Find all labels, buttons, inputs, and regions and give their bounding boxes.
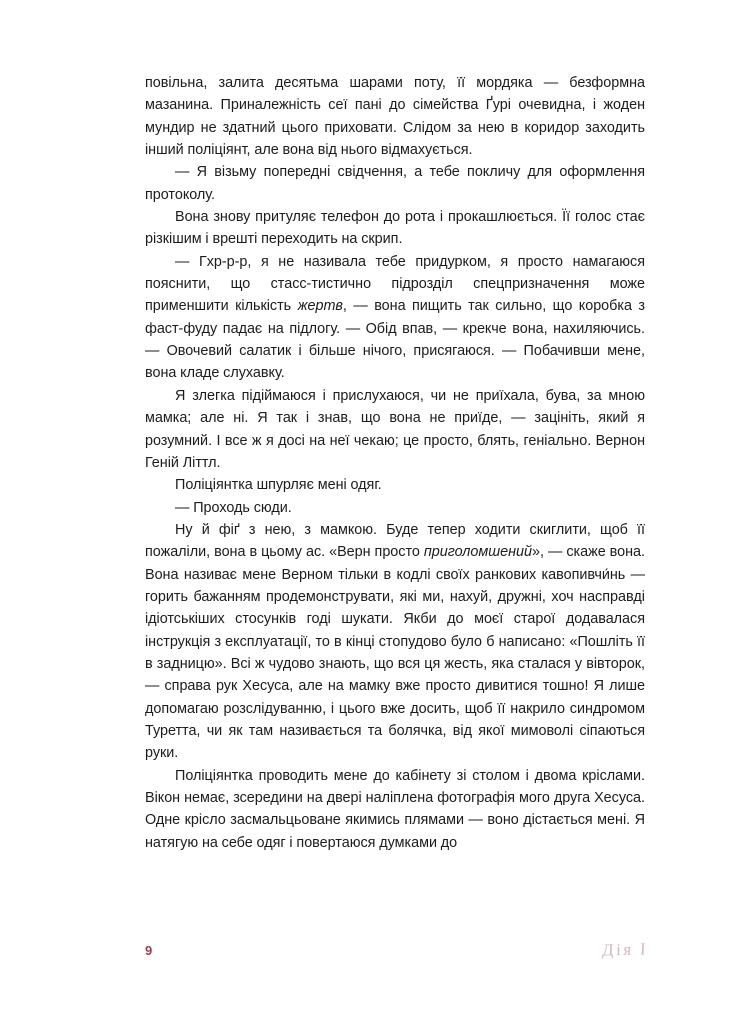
paragraph-narration-1 xyxy=(145,206,645,251)
paragraph-text: Поліціянтка шпурляє мені одяг. xyxy=(175,477,382,494)
paragraph-narration-4 xyxy=(145,519,645,765)
act-handwritten-mark xyxy=(602,940,648,961)
paragraph-text: повільна, залита десятьма шарами поту, її мордяка — безформна мазанина. Приналежність сеї пані до сімейства Ґурі очевидна, і жоден мундир не здатний цього приховати. Слідом за нею в коридор заходить інший поліціянт, але вона від нього відмахується. xyxy=(145,75,645,159)
page-text-body xyxy=(145,72,645,854)
paragraph-narration-5 xyxy=(145,765,645,854)
paragraph-text-head: Ну й фіґ з нею, з мамкою. Буде тепер ходити скиглити, щоб її пожаліли, вона в цьому ас. «Верн просто xyxy=(145,521,645,561)
paragraph-dialogue-3 xyxy=(145,497,645,519)
emphasis-zhertv: жертв xyxy=(297,298,343,315)
paragraph-text-head: — Гхр-р-р, я не називала тебе придурком, я просто намагаюся пояснити, що стасс-тистично підрозділ спецпризначення може применшити кількість xyxy=(145,253,645,315)
act-mark-label: Дія xyxy=(601,939,635,960)
paragraph-narration-3 xyxy=(145,474,645,496)
act-mark-number: I xyxy=(639,939,649,959)
paragraph-dialogue-2 xyxy=(145,251,645,385)
paragraph-text: Я злегка підіймаюся і прислухаюся, чи не приїхала, бува, за мною мамка; але ні. Я так і знав, що вона не приїде, — зацініть, який я розумний. І все ж я досі на неї чекаю; це просто, блять, геніально. Вернон Геній Літтл. xyxy=(145,387,645,471)
page-footer xyxy=(145,940,648,970)
paragraph-text: — Проходь сюди. xyxy=(175,499,292,516)
page-number: 9 xyxy=(145,943,153,958)
emphasis-pryholomshenyi: приголомшений xyxy=(423,544,533,561)
paragraph-continuation xyxy=(145,72,645,161)
paragraph-text: — Я візьму попередні свідчення, а тебе покличу для оформлення протоколу. xyxy=(145,164,645,203)
paragraph-text-tail: , — вона пищить так сильно, що коробка з фаст-фуду падає на підлогу. — Обід впав, — крекче вона, нахиляючись. — Овочевий салатик і більше нічого, присягаюся. — Побачивши мене, вона кладе слухавку. xyxy=(145,298,645,382)
paragraph-narration-2 xyxy=(145,385,645,474)
paragraph-dialogue-1 xyxy=(145,161,645,206)
paragraph-text: Вона знову притуляє телефон до рота і прокашлюється. Її голос стає різкішим і врешті переходить на скрип. xyxy=(145,209,645,248)
paragraph-text: Поліціянтка проводить мене до кабінету зі столом і двома кріслами. Вікон немає, зсередини на двері наліплена фотографія мого друга Хесуса. Одне крісло засмальцьоване якимись плямами — воно дістається мені. Я натягую на себе одяг і повертаюся думками до xyxy=(145,767,645,851)
paragraph-text-tail: », — скаже вона. Вона називає мене Верном тільки в кодлі своїх ранкових кавопивчи́нь — горить бажанням продемонструвати, які ми, нахуй, дружні, хоч насправді ідіотськіших стосунків годі шукати. Якби до моєї старої додавалася інструкція з експлуатації, то в кінці стопудово було б написано: «Пошліть її в задницю». Всі ж чудово знають, що вся ця жесть, яка сталася у вівторок, — справа рук Хесуса, але на мамку вже просто дивитися тошно! Я лише допомагаю розслідуванню, і цього вже досить, щоб її накрило синдромом Туретта, чи як там називається та болячка, від якої мимоволі сіпаються руки. xyxy=(145,544,646,762)
